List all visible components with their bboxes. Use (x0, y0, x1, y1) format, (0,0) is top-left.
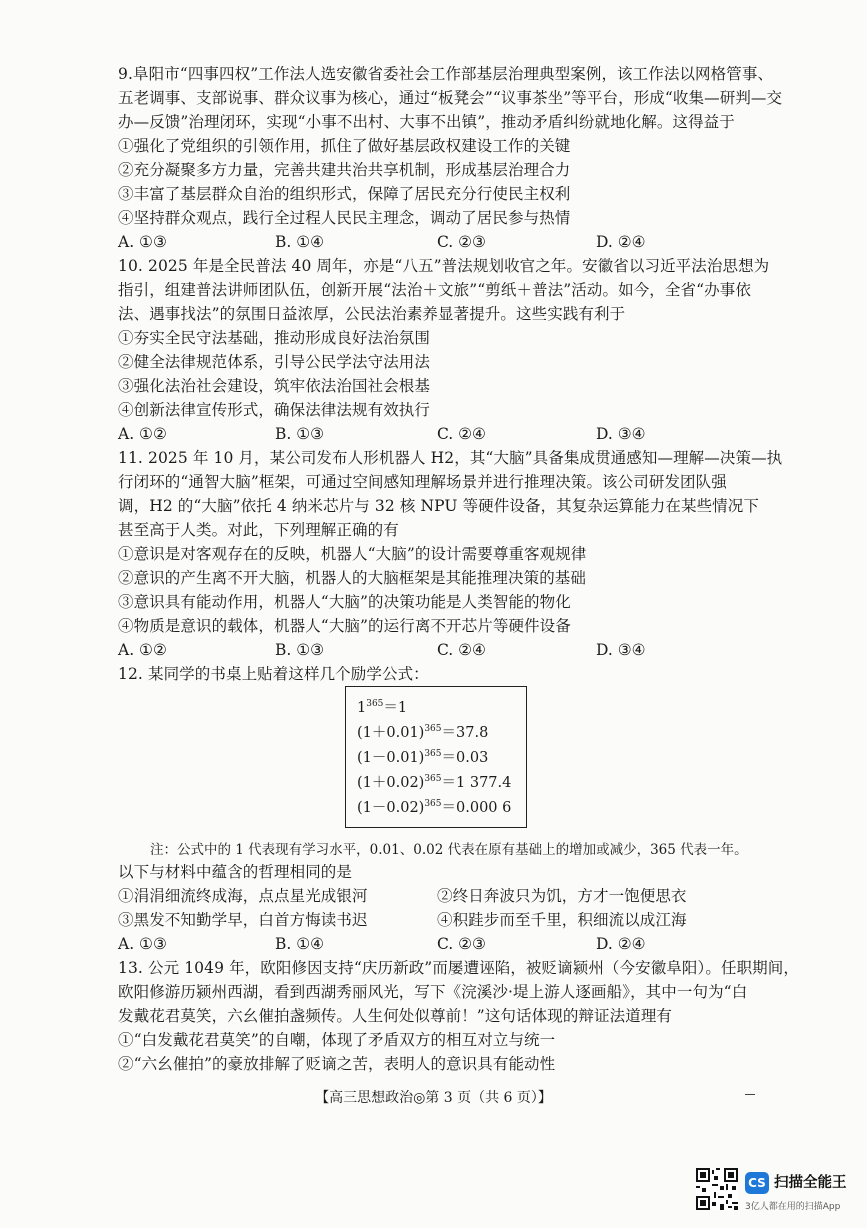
q11-option-d: D. ③④ (596, 641, 646, 659)
formula-exponent: 365 (424, 749, 442, 759)
q13-stem-line-3: 发戴花君莫笑，六幺催拍盏频传。人生何处似尊前！”这句话体现的辩证法道理有 (118, 1007, 673, 1025)
q11-option-a: A. ①② (118, 641, 167, 659)
q9-statement-1: ①强化了党组织的引领作用，抓住了做好基层政权建设工作的关键 (118, 137, 571, 155)
q13-statement-2: ②“六幺催拍”的豪放排解了贬谪之苦，表明人的意识具有能动性 (118, 1055, 556, 1073)
formula-note: 注：公式中的 1 代表现有学习水平，0.01、0.02 代表在原有基础上的增加或减少，365 代表一年。 (150, 842, 748, 858)
formula-result: ＝0.03 (441, 750, 489, 766)
q11-stem-line-4: 甚至高于人类。对此，下列理解正确的有 (118, 521, 399, 539)
q11-statement-4: ④物质是意识的载体，机器人“大脑”的运行离不开芯片等硬件设备 (118, 617, 571, 635)
q10-stem-line-1: 10. 2025 年是全民普法 40 周年，亦是“八五”普法规划收官之年。安徽省以习近平法治思想为 (118, 257, 770, 275)
formula-base: 1 (357, 700, 367, 716)
q10-option-b: B. ①③ (275, 425, 325, 443)
scanner-slogan: 3亿人都在用的扫描App (745, 1202, 841, 1212)
q9-option-b: B. ①④ (275, 233, 325, 251)
q9-statement-2: ②充分凝聚多方力量，完善共建共治共享机制，形成基层治理合力 (118, 161, 571, 179)
q10-option-d: D. ③④ (596, 425, 646, 443)
q12-option-b: B. ①④ (275, 935, 325, 953)
q12-statement-4: ④积跬步而至千里，积细流以成江海 (437, 911, 687, 929)
formula-result: ＝37.8 (441, 725, 489, 741)
formula-base: (1＋0.02) (357, 775, 425, 791)
q11-option-c: C. ②④ (437, 641, 486, 659)
formula-base: (1－0.01) (357, 750, 425, 766)
q13-statement-1: ①“白发戴花君莫笑”的自嘲，体现了矛盾双方的相互对立与统一 (118, 1031, 556, 1049)
q12-option-d: D. ②④ (596, 935, 646, 953)
formula-exponent: 365 (424, 724, 442, 734)
formula-base: (1＋0.01) (357, 725, 425, 741)
q12-statement-3: ③黑发不知勤学早，白首方悔读书迟 (118, 911, 368, 929)
q12-stem: 12. 某同学的书桌上贴着这样几个励学公式： (118, 665, 429, 683)
q10-option-c: C. ②④ (437, 425, 486, 443)
q10-statement-1: ①夯实全民守法基础，推动形成良好法治氛围 (118, 329, 431, 347)
scanner-brand: 扫描全能王 (774, 1175, 847, 1191)
q11-statement-1: ①意识是对客观存在的反映，机器人“大脑”的设计需要尊重客观规律 (118, 545, 587, 563)
q9-option-c: C. ②③ (437, 233, 486, 251)
q9-stem-line-2: 五老调事、支部说事、群众议事为核心，通过“板凳会”“议事茶坐”等平台，形成“收集—研判—交 (118, 89, 783, 107)
q12-statement-2: ②终日奔波只为饥，方才一饱便思衣 (437, 887, 687, 905)
formula-exponent: 365 (424, 774, 442, 784)
q9-option-a: A. ①③ (118, 233, 167, 251)
camscanner-logo-icon: CS (745, 1172, 769, 1194)
q10-statement-3: ③强化法治社会建设，筑牢依法治国社会根基 (118, 377, 431, 395)
q12-option-c: C. ②③ (437, 935, 486, 953)
q9-option-d: D. ②④ (596, 233, 646, 251)
q12-statement-1: ①涓涓细流终成海，点点星光成银河 (118, 887, 368, 905)
q9-statement-4: ④坚持群众观点，践行全过程人民民主理念，调动了居民参与热情 (118, 209, 571, 227)
q13-stem-line-1: 13. 公元 1049 年，欧阳修因支持“庆历新政”而屡遭诬陷，被贬谪颍州（今安徽阜阳）。任职期间， (118, 959, 799, 977)
formula-4 (357, 774, 511, 792)
formula-base: (1－0.02) (357, 800, 425, 816)
q11-statement-2: ②意识的产生离不开大脑，机器人的大脑框架是其能推理决策的基础 (118, 569, 587, 587)
page-footer: 【高三思想政治◎第 3 页（共 6 页）】 (315, 1090, 552, 1106)
q10-statement-2: ②健全法律规范体系，引导公民学法守法用法 (118, 353, 431, 371)
q9-statement-3: ③丰富了基层群众自治的组织形式，保障了居民充分行使民主权利 (118, 185, 571, 203)
formula-2 (357, 724, 488, 742)
formula-result: ＝1 (383, 700, 408, 716)
formula-result: ＝1 377.4 (441, 775, 512, 791)
q11-stem-line-1: 11. 2025 年 10 月，某公司发布人形机器人 H2，其“大脑”具备集成贯通感知—理解—决策—执 (118, 449, 783, 467)
formula-exponent: 365 (366, 699, 384, 709)
q12-option-a: A. ①③ (118, 935, 167, 953)
qr-code-icon (696, 1168, 738, 1210)
q10-stem-line-3: 法、遇事找法”的氛围日益浓厚，公民法治素养显著提升。这些实践有利于 (118, 305, 626, 323)
q11-stem-line-3: 调，H2 的“大脑”依托 4 纳米芯片与 32 核 NPU 等硬件设备，其复杂运算能力在某些情况下 (118, 497, 759, 515)
formula-1 (357, 699, 407, 717)
divider (745, 1094, 755, 1095)
formula-exponent: 365 (424, 799, 442, 809)
formula-3 (357, 749, 488, 767)
q11-stem-line-2: 行闭环的“通智大脑”框架，可通过空间感知理解场景并进行推理决策。该公司研发团队强 (118, 473, 727, 491)
q9-stem-line-1: 9.阜阳市“四事四权”工作法人选安徽省委社会工作部基层治理典型案例，该工作法以网格管事、 (118, 65, 774, 83)
q12-question: 以下与材料中蕴含的哲理相同的是 (118, 863, 353, 881)
q10-statement-4: ④创新法律宣传形式，确保法律法规有效执行 (118, 401, 431, 419)
q11-option-b: B. ①③ (275, 641, 325, 659)
q9-stem-line-3: 办—反馈”治理闭环，实现“小事不出村、大事不出镇”，推动矛盾纠纷就地化解。这得益于 (118, 113, 735, 131)
formula-result: ＝0.000 6 (441, 800, 512, 816)
q10-option-a: A. ①② (118, 425, 167, 443)
q13-stem-line-2: 欧阳修游历颍州西湖，看到西湖秀丽风光，写下《浣溪沙·堤上游人逐画船》，其中一句为“白 (118, 983, 748, 1001)
formula-5 (357, 799, 511, 817)
q10-stem-line-2: 指引，组建普法讲师团队伍，创新开展“法治＋文旅”“剪纸＋普法”活动。如今，全省“办事依 (118, 281, 751, 299)
q11-statement-3: ③意识具有能动作用，机器人“大脑”的决策功能是人类智能的物化 (118, 593, 571, 611)
